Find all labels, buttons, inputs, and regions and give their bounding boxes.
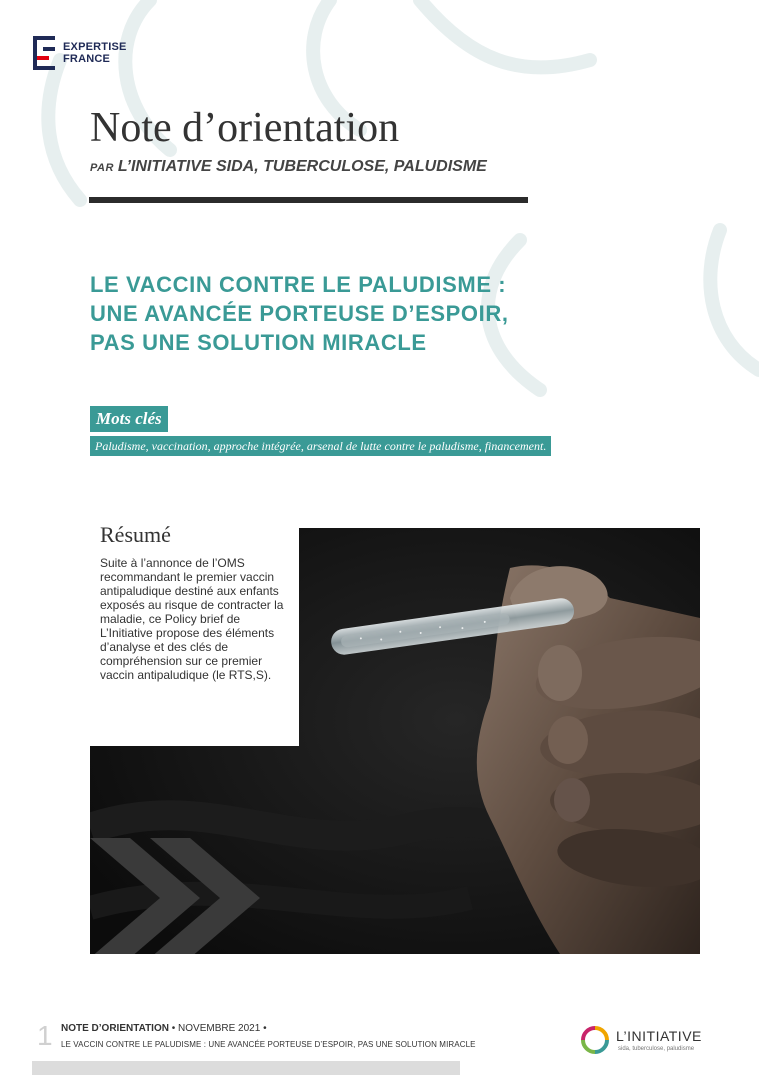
headline (90, 270, 509, 357)
logo-line-2: FRANCE (63, 53, 111, 65)
byline-prefix: PAR (90, 162, 114, 174)
byline (90, 158, 487, 176)
footer-bar (32, 1061, 460, 1075)
initiative-logo-name: L’INITIATIVE (616, 1028, 702, 1044)
initiative-ring-logo-icon (580, 1025, 610, 1055)
keywords-title: Mots clés (90, 406, 168, 432)
footer-date: NOVEMBRE 2021 (178, 1023, 261, 1034)
resume-title: Résumé (100, 522, 171, 547)
initiative-logo (580, 1022, 720, 1058)
headline-line-2: UNE AVANCÉE PORTEUSE D’ESPOIR, (90, 301, 509, 326)
page-number: 1 (37, 1020, 53, 1051)
expertise-france-logo-icon (33, 36, 55, 70)
headline-line-1: LE VACCIN CONTRE LE PALUDISME : (90, 272, 507, 297)
footer-series: NOTE D’ORIENTATION • NOVEMBRE 2021 • (61, 1023, 267, 1034)
keywords-text: Paludisme, vaccination, approche intégrée, arsenal de lutte contre le paludisme, financement. (90, 436, 551, 456)
logo-line-1: EXPERTISE (63, 41, 127, 53)
title-rule (89, 197, 528, 203)
headline-line-3: PAS UNE SOLUTION MIRACLE (90, 330, 427, 355)
footer-subtitle: LE VACCIN CONTRE LE PALUDISME : UNE AVANCÉE PORTEUSE D’ESPOIR, PAS UNE SOLUTION MIRACLE (61, 1040, 476, 1049)
footer-series-name: NOTE D’ORIENTATION (61, 1023, 169, 1034)
byline-text: L’INITIATIVE SIDA, TUBERCULOSE, PALUDISME (117, 158, 487, 175)
document-title: Note d’orientation (90, 105, 400, 151)
initiative-logo-tagline: sida, tuberculose, paludisme (618, 1046, 695, 1052)
expertise-france-logo (33, 36, 143, 72)
resume-text: Suite à l’annonce de l’OMS recommandant le premier vaccin antipaludique destiné aux enfants exposés au risque de contracter la maladie, ce Policy brief de L’Initiative propose des éléments d’analyse et des clés de compréhension sur ce premier vaccin antipaludique (le RTS,S). (100, 556, 284, 682)
